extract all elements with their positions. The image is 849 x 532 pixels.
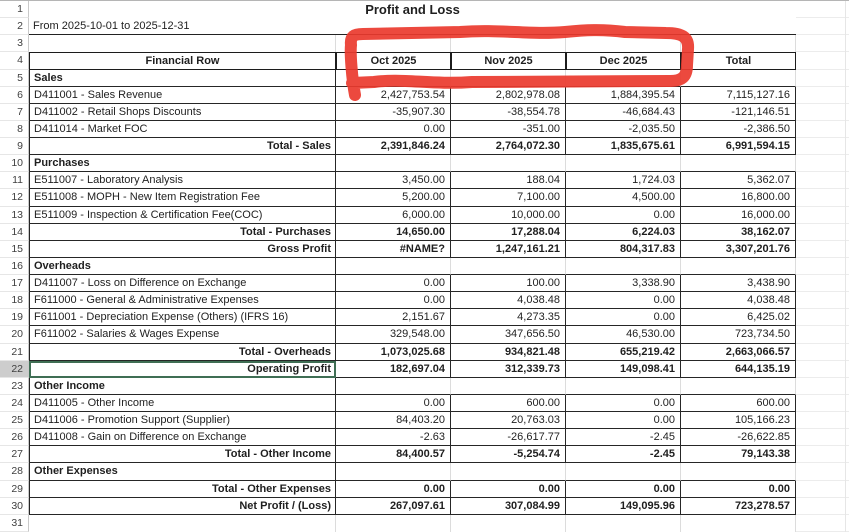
cell-E3[interactable] xyxy=(681,35,796,52)
sheet-row-8 xyxy=(0,121,849,138)
row-header-23[interactable]: 23 xyxy=(0,378,29,395)
cell-D24[interactable]: 0.00 xyxy=(566,395,681,412)
cell-D23[interactable] xyxy=(566,378,681,395)
cell-E29[interactable]: 0.00 xyxy=(681,481,796,498)
sheet-empty-area xyxy=(796,395,849,412)
sheet-subtitle-cell[interactable]: From 2025-10-01 to 2025-12-31 xyxy=(29,18,796,35)
cell-D15[interactable]: 804,317.83 xyxy=(566,241,681,258)
cell-D31[interactable] xyxy=(566,515,681,532)
sheet-row-23 xyxy=(0,378,849,395)
sheet-empty-area xyxy=(796,138,849,155)
cell-B10[interactable] xyxy=(336,155,451,172)
row-header-4[interactable]: 4 xyxy=(0,52,29,69)
cell-A26[interactable]: D411008 - Gain on Difference on Exchange xyxy=(29,429,336,446)
cell-B6[interactable]: 2,427,753.54 xyxy=(336,87,451,104)
cell-D28[interactable] xyxy=(566,463,681,480)
cell-C15[interactable]: 1,247,161.21 xyxy=(451,241,566,258)
cell-E31[interactable] xyxy=(681,515,796,532)
cell-B7[interactable]: -35,907.30 xyxy=(336,104,451,121)
row-header-17[interactable]: 17 xyxy=(0,275,29,292)
cell-D10[interactable] xyxy=(566,155,681,172)
cell-D9[interactable]: 1,835,675.61 xyxy=(566,138,681,155)
cell-A29[interactable]: Total - Other Expenses xyxy=(29,481,336,498)
row-header-31[interactable]: 31 xyxy=(0,515,29,532)
cell-D7[interactable]: -46,684.43 xyxy=(566,104,681,121)
sheet-row-25 xyxy=(0,412,849,429)
cell-A14[interactable]: Total - Purchases xyxy=(29,224,336,241)
row-header-14[interactable]: 14 xyxy=(0,224,29,241)
cell-B19[interactable]: 2,151.67 xyxy=(336,309,451,326)
cell-D8[interactable]: -2,035.50 xyxy=(566,121,681,138)
row-header-30[interactable]: 30 xyxy=(0,498,29,515)
cell-E11[interactable]: 5,362.07 xyxy=(681,172,796,189)
cell-A10[interactable]: Purchases xyxy=(29,155,336,172)
sheet-empty-area xyxy=(796,155,849,172)
cell-B16[interactable] xyxy=(336,258,451,275)
cell-C25[interactable]: 20,763.03 xyxy=(451,412,566,429)
cell-A16[interactable]: Overheads xyxy=(29,258,336,275)
sheet-row-14 xyxy=(0,224,849,241)
cell-E26[interactable]: -26,622.85 xyxy=(681,429,796,446)
sheet-empty-area xyxy=(796,224,849,241)
cell-B8[interactable]: 0.00 xyxy=(336,121,451,138)
sheet-empty-area xyxy=(796,87,849,104)
sheet-row-30 xyxy=(0,498,849,515)
sheet-row-17 xyxy=(0,275,849,292)
cell-D11[interactable]: 1,724.03 xyxy=(566,172,681,189)
cell-D21[interactable]: 655,219.42 xyxy=(566,344,681,361)
sheet-row-16 xyxy=(0,258,849,275)
row-header-19[interactable]: 19 xyxy=(0,309,29,326)
cell-A22[interactable]: Operating Profit xyxy=(29,361,336,378)
cell-E5[interactable] xyxy=(681,70,796,87)
sheet-row-31 xyxy=(0,515,849,532)
sheet-empty-area xyxy=(796,498,849,515)
sheet-grid xyxy=(0,1,849,532)
cell-B29[interactable]: 0.00 xyxy=(336,481,451,498)
row-header-15[interactable]: 15 xyxy=(0,241,29,258)
sheet-empty-area xyxy=(796,207,849,224)
cell-E10[interactable] xyxy=(681,155,796,172)
cell-A18[interactable]: F611000 - General & Administrative Expenses xyxy=(29,292,336,309)
cell-A23[interactable]: Other Income xyxy=(29,378,336,395)
row-header-8[interactable]: 8 xyxy=(0,121,29,138)
row-header-6[interactable]: 6 xyxy=(0,87,29,104)
sheet-row-9 xyxy=(0,138,849,155)
cell-B28[interactable] xyxy=(336,463,451,480)
cell-A15[interactable]: Gross Profit xyxy=(29,241,336,258)
cell-B21[interactable]: 1,073,025.68 xyxy=(336,344,451,361)
sheet-empty-area xyxy=(796,378,849,395)
cell-B26[interactable]: -2.63 xyxy=(336,429,451,446)
row-header-1[interactable]: 1 xyxy=(0,1,29,18)
sheet-row-27 xyxy=(0,446,849,463)
sheet-row-22 xyxy=(0,361,849,378)
sheet-empty-area xyxy=(796,446,849,463)
cell-E21[interactable]: 2,663,066.57 xyxy=(681,344,796,361)
sheet-empty-area xyxy=(796,309,849,326)
sheet-empty-area xyxy=(796,189,849,206)
cell-C26[interactable]: -26,617.77 xyxy=(451,429,566,446)
cell-D29[interactable]: 0.00 xyxy=(566,481,681,498)
sheet-row-20 xyxy=(0,326,849,343)
sheet-row-29 xyxy=(0,481,849,498)
sheet-row-5 xyxy=(0,70,849,87)
sheet-row-1 xyxy=(0,1,849,18)
cell-D18[interactable]: 0.00 xyxy=(566,292,681,309)
cell-A11[interactable]: E511007 - Laboratory Analysis xyxy=(29,172,336,189)
sheet-empty-area xyxy=(796,326,849,343)
cell-C10[interactable] xyxy=(451,155,566,172)
cell-B15[interactable]: #NAME? xyxy=(336,241,451,258)
row-header-12[interactable]: 12 xyxy=(0,189,29,206)
cell-D17[interactable]: 3,338.90 xyxy=(566,275,681,292)
cell-E22[interactable]: 644,135.19 xyxy=(681,361,796,378)
sheet-row-26 xyxy=(0,429,849,446)
sheet-empty-area xyxy=(796,121,849,138)
cell-B18[interactable]: 0.00 xyxy=(336,292,451,309)
cell-A21[interactable]: Total - Overheads xyxy=(29,344,336,361)
sheet-empty-area xyxy=(796,429,849,446)
cell-E17[interactable]: 3,438.90 xyxy=(681,275,796,292)
cell-A9[interactable]: Total - Sales xyxy=(29,138,336,155)
cell-E27[interactable]: 79,143.38 xyxy=(681,446,796,463)
cell-B13[interactable]: 6,000.00 xyxy=(336,207,451,224)
sheet-empty-area xyxy=(796,52,849,69)
cell-D26[interactable]: -2.45 xyxy=(566,429,681,446)
cell-D4[interactable]: Dec 2025 xyxy=(566,52,681,69)
cell-B20[interactable]: 329,548.00 xyxy=(336,326,451,343)
cell-C6[interactable]: 2,802,978.08 xyxy=(451,87,566,104)
cell-D16[interactable] xyxy=(566,258,681,275)
cell-B23[interactable] xyxy=(336,378,451,395)
cell-B24[interactable]: 0.00 xyxy=(336,395,451,412)
cell-B17[interactable]: 0.00 xyxy=(336,275,451,292)
cell-C30[interactable]: 307,084.99 xyxy=(451,498,566,515)
cell-D20[interactable]: 46,530.00 xyxy=(566,326,681,343)
sheet-empty-area xyxy=(796,1,849,18)
cell-D22[interactable]: 149,098.41 xyxy=(566,361,681,378)
cell-A24[interactable]: D411005 - Other Income xyxy=(29,395,336,412)
sheet-empty-area xyxy=(796,241,849,258)
row-header-27[interactable]: 27 xyxy=(0,446,29,463)
cell-A5[interactable]: Sales xyxy=(29,70,336,87)
cell-E7[interactable]: -121,146.51 xyxy=(681,104,796,121)
row-header-28[interactable]: 28 xyxy=(0,463,29,480)
cell-E9[interactable]: 6,991,594.15 xyxy=(681,138,796,155)
cell-E23[interactable] xyxy=(681,378,796,395)
cell-A17[interactable]: D411007 - Loss on Difference on Exchange xyxy=(29,275,336,292)
cell-C21[interactable]: 934,821.48 xyxy=(451,344,566,361)
cell-C29[interactable]: 0.00 xyxy=(451,481,566,498)
sheet-row-19 xyxy=(0,309,849,326)
sheet-row-15 xyxy=(0,241,849,258)
row-header-9[interactable]: 9 xyxy=(0,138,29,155)
cell-D27[interactable]: -2.45 xyxy=(566,446,681,463)
sheet-empty-area xyxy=(796,412,849,429)
cell-E19[interactable]: 6,425.02 xyxy=(681,309,796,326)
cell-E30[interactable]: 723,278.57 xyxy=(681,498,796,515)
cell-C16[interactable] xyxy=(451,258,566,275)
cell-D3[interactable] xyxy=(566,35,681,52)
sheet-row-24 xyxy=(0,395,849,412)
cell-E13[interactable]: 16,000.00 xyxy=(681,207,796,224)
cell-A3[interactable] xyxy=(29,35,336,52)
sheet-empty-area xyxy=(796,275,849,292)
cell-C23[interactable] xyxy=(451,378,566,395)
cell-C4[interactable]: Nov 2025 xyxy=(451,52,566,69)
cell-A20[interactable]: F611002 - Salaries & Wages Expense xyxy=(29,326,336,343)
cell-E16[interactable] xyxy=(681,258,796,275)
cell-D13[interactable]: 0.00 xyxy=(566,207,681,224)
row-header-21[interactable]: 21 xyxy=(0,344,29,361)
cell-C5[interactable] xyxy=(451,70,566,87)
cell-A27[interactable]: Total - Other Income xyxy=(29,446,336,463)
row-header-20[interactable]: 20 xyxy=(0,326,29,343)
cell-B9[interactable]: 2,391,846.24 xyxy=(336,138,451,155)
cell-B12[interactable]: 5,200.00 xyxy=(336,189,451,206)
cell-B14[interactable]: 14,650.00 xyxy=(336,224,451,241)
row-header-2[interactable]: 2 xyxy=(0,18,29,35)
cell-A6[interactable]: D411001 - Sales Revenue xyxy=(29,87,336,104)
sheet-empty-area xyxy=(796,463,849,480)
row-header-25[interactable]: 25 xyxy=(0,412,29,429)
row-header-16[interactable]: 16 xyxy=(0,258,29,275)
sheet-empty-area xyxy=(796,344,849,361)
cell-E20[interactable]: 723,734.50 xyxy=(681,326,796,343)
cell-D25[interactable]: 0.00 xyxy=(566,412,681,429)
cell-A30[interactable]: Net Profit / (Loss) xyxy=(29,498,336,515)
cell-C14[interactable]: 17,288.04 xyxy=(451,224,566,241)
cell-C13[interactable]: 10,000.00 xyxy=(451,207,566,224)
cell-A12[interactable]: E511008 - MOPH - New Item Registration Fee xyxy=(29,189,336,206)
cell-B5[interactable] xyxy=(336,70,451,87)
sheet-row-3 xyxy=(0,35,849,52)
cell-E8[interactable]: -2,386.50 xyxy=(681,121,796,138)
cell-A13[interactable]: E511009 - Inspection & Certification Fee(COC) xyxy=(29,207,336,224)
sheet-gridline xyxy=(845,1,846,532)
row-header-11[interactable]: 11 xyxy=(0,172,29,189)
cell-C11[interactable]: 188.04 xyxy=(451,172,566,189)
cell-A4[interactable]: Financial Row xyxy=(29,52,336,69)
sheet-row-12 xyxy=(0,189,849,206)
sheet-row-2 xyxy=(0,18,849,35)
sheet-title-cell[interactable]: Profit and Loss xyxy=(365,2,460,18)
sheet-empty-area xyxy=(796,481,849,498)
cell-C12[interactable]: 7,100.00 xyxy=(451,189,566,206)
sheet-row-11 xyxy=(0,172,849,189)
cell-C24[interactable]: 600.00 xyxy=(451,395,566,412)
cell-C22[interactable]: 312,339.73 xyxy=(451,361,566,378)
cell-B22[interactable]: 182,697.04 xyxy=(336,361,451,378)
row-header-3[interactable]: 3 xyxy=(0,35,29,52)
sheet-row-13 xyxy=(0,207,849,224)
row-header-10[interactable]: 10 xyxy=(0,155,29,172)
cell-B25[interactable]: 84,403.20 xyxy=(336,412,451,429)
cell-A19[interactable]: F611001 - Depreciation Expense (Others) (IFRS 16) xyxy=(29,309,336,326)
cell-E12[interactable]: 16,800.00 xyxy=(681,189,796,206)
sheet-row-7 xyxy=(0,104,849,121)
sheet-row-18 xyxy=(0,292,849,309)
cell-C9[interactable]: 2,764,072.30 xyxy=(451,138,566,155)
sheet-empty-area xyxy=(796,70,849,87)
cell-E25[interactable]: 105,166.23 xyxy=(681,412,796,429)
cell-B30[interactable]: 267,097.61 xyxy=(336,498,451,515)
sheet-empty-area xyxy=(796,172,849,189)
sheet-row-6 xyxy=(0,87,849,104)
cell-E18[interactable]: 4,038.48 xyxy=(681,292,796,309)
cell-D19[interactable]: 0.00 xyxy=(566,309,681,326)
cell-A25[interactable]: D411006 - Promotion Support (Supplier) xyxy=(29,412,336,429)
row-header-29[interactable]: 29 xyxy=(0,481,29,498)
sheet-row-10 xyxy=(0,155,849,172)
cell-B4[interactable]: Oct 2025 xyxy=(336,52,451,69)
row-header-22[interactable]: 22 xyxy=(0,361,29,378)
cell-C17[interactable]: 100.00 xyxy=(451,275,566,292)
sheet-row-28 xyxy=(0,463,849,480)
cell-A31[interactable] xyxy=(29,515,336,532)
row-header-24[interactable]: 24 xyxy=(0,395,29,412)
row-header-26[interactable]: 26 xyxy=(0,429,29,446)
cell-B3[interactable] xyxy=(336,35,451,52)
cell-D30[interactable]: 149,095.96 xyxy=(566,498,681,515)
cell-C27[interactable]: -5,254.74 xyxy=(451,446,566,463)
cell-E4[interactable]: Total xyxy=(681,52,796,69)
cell-C28[interactable] xyxy=(451,463,566,480)
sheet-empty-area xyxy=(796,292,849,309)
row-header-13[interactable]: 13 xyxy=(0,207,29,224)
cell-C3[interactable] xyxy=(451,35,566,52)
cell-E15[interactable]: 3,307,201.76 xyxy=(681,241,796,258)
cell-C7[interactable]: -38,554.78 xyxy=(451,104,566,121)
cell-C20[interactable]: 347,656.50 xyxy=(451,326,566,343)
row-header-7[interactable]: 7 xyxy=(0,104,29,121)
cell-A8[interactable]: D411014 - Market FOC xyxy=(29,121,336,138)
sheet-row-4 xyxy=(0,52,849,69)
cell-C18[interactable]: 4,038.48 xyxy=(451,292,566,309)
cell-C31[interactable] xyxy=(451,515,566,532)
cell-D5[interactable] xyxy=(566,70,681,87)
sheet-row-21 xyxy=(0,344,849,361)
cell-D12[interactable]: 4,500.00 xyxy=(566,189,681,206)
sheet-empty-area xyxy=(796,35,849,52)
row-header-5[interactable]: 5 xyxy=(0,70,29,87)
cell-B11[interactable]: 3,450.00 xyxy=(336,172,451,189)
cell-A28[interactable]: Other Expenses xyxy=(29,463,336,480)
cell-E28[interactable] xyxy=(681,463,796,480)
cell-D6[interactable]: 1,884,395.54 xyxy=(566,87,681,104)
cell-A7[interactable]: D411002 - Retail Shops Discounts xyxy=(29,104,336,121)
cell-D14[interactable]: 6,224.03 xyxy=(566,224,681,241)
cell-B27[interactable]: 84,400.57 xyxy=(336,446,451,463)
cell-C8[interactable]: -351.00 xyxy=(451,121,566,138)
row-header-18[interactable]: 18 xyxy=(0,292,29,309)
sheet-empty-area xyxy=(796,258,849,275)
cell-E6[interactable]: 7,115,127.16 xyxy=(681,87,796,104)
sheet-empty-area xyxy=(796,104,849,121)
cell-E14[interactable]: 38,162.07 xyxy=(681,224,796,241)
cell-B31[interactable] xyxy=(336,515,451,532)
sheet-empty-area xyxy=(796,515,849,532)
cell-C19[interactable]: 4,273.35 xyxy=(451,309,566,326)
sheet-empty-area xyxy=(796,361,849,378)
cell-E24[interactable]: 600.00 xyxy=(681,395,796,412)
sheet-empty-area xyxy=(796,18,849,35)
